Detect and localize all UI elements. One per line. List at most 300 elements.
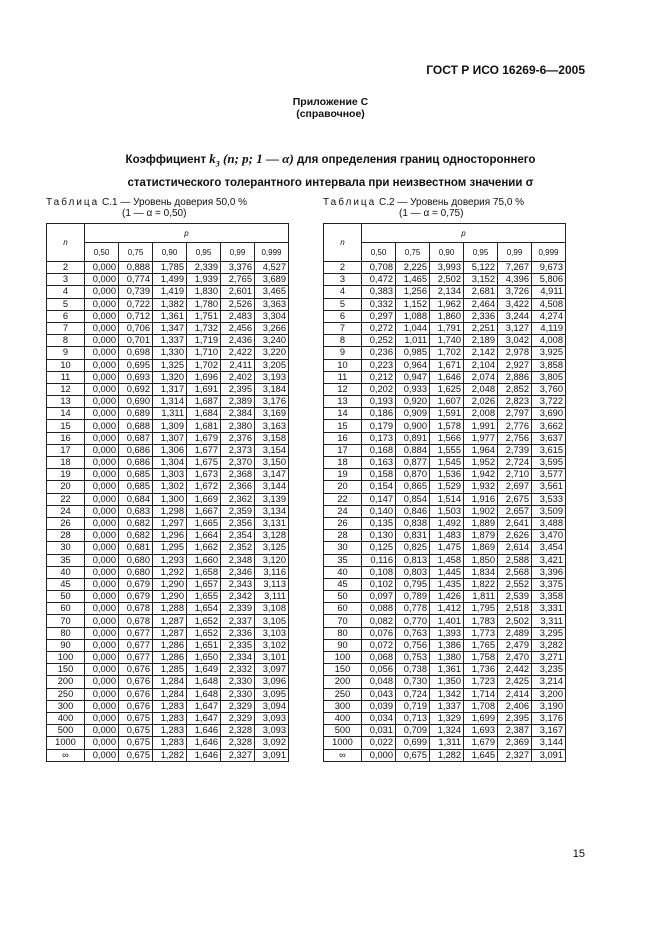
k3-value-cell: 1,850	[464, 554, 498, 566]
k3-value-cell: 0,163	[362, 457, 396, 469]
table-row	[47, 737, 289, 749]
p-value-header: 0,99	[221, 243, 255, 262]
k3-value-cell: 1,545	[430, 457, 464, 469]
k3-value-cell: 2,352	[221, 542, 255, 554]
k3-value-cell: 1,710	[187, 347, 221, 359]
title-line-1: Коэффициент $k_3$ (n; p; 1 — α) для определения границ одностороннего	[125, 151, 536, 169]
n-cell: 8	[324, 335, 362, 347]
k3-value-cell: 0,130	[362, 530, 396, 542]
k3-value-cell: 0,000	[85, 530, 119, 542]
k3-value-cell: 1,952	[464, 457, 498, 469]
k3-value-cell: 2,756	[498, 432, 532, 444]
table-row	[47, 298, 289, 310]
k3-value-cell: 1,286	[153, 652, 187, 664]
p-value-header: 0,75	[396, 243, 430, 262]
k3-value-cell: 1,645	[464, 749, 498, 761]
p-value-header: 0,99	[498, 243, 532, 262]
k3-value-cell: 1,361	[430, 664, 464, 676]
k3-value-cell: 0,964	[396, 359, 430, 371]
k3-value-cell: 2,380	[221, 420, 255, 432]
k3-value-cell: 1,382	[153, 298, 187, 310]
k3-value-cell: 0,000	[85, 725, 119, 737]
k3-value-cell: 3,094	[255, 700, 289, 712]
k3-value-cell: 1,702	[430, 347, 464, 359]
k3-value-cell: 1,719	[187, 335, 221, 347]
k3-value-cell: 2,348	[221, 554, 255, 566]
k3-value-cell: 0,685	[119, 481, 153, 493]
k3-value-cell: 0,000	[85, 652, 119, 664]
k3-value-cell: 0,000	[85, 432, 119, 444]
table-row	[324, 262, 566, 274]
k3-value-cell: 2,026	[464, 396, 498, 408]
k3-value-cell: 2,342	[221, 591, 255, 603]
k3-value-cell: 3,690	[532, 408, 566, 420]
k3-value-cell: 0,076	[362, 627, 396, 639]
table-row	[324, 700, 566, 712]
k3-value-cell: 3,722	[532, 396, 566, 408]
k3-value-cell: 0,022	[362, 737, 396, 749]
k3-value-cell: 2,464	[464, 298, 498, 310]
table-row	[47, 481, 289, 493]
table-row	[47, 615, 289, 627]
k3-value-cell: 2,395	[498, 712, 532, 724]
n-cell: 14	[47, 408, 85, 420]
table-row	[324, 517, 566, 529]
k3-value-cell: 1,811	[464, 591, 498, 603]
n-cell: 3	[324, 274, 362, 286]
table-row	[47, 444, 289, 456]
k3-value-cell: 2,479	[498, 639, 532, 651]
k3-value-cell: 2,376	[221, 432, 255, 444]
k3-value-cell: 0,774	[119, 274, 153, 286]
n-cell: 5	[324, 298, 362, 310]
k3-value-cell: 5,806	[532, 274, 566, 286]
k3-value-cell: 0,000	[85, 481, 119, 493]
k3-value-cell: 2,526	[221, 298, 255, 310]
k3-value-cell: 2,134	[430, 286, 464, 298]
k3-value-cell: 0,000	[85, 639, 119, 651]
k3-value-cell: 3,577	[532, 469, 566, 481]
k3-value-cell: 0,168	[362, 444, 396, 456]
table-row	[324, 615, 566, 627]
table-row	[324, 481, 566, 493]
k3-value-cell: 1,324	[430, 725, 464, 737]
k3-value-cell: 3,103	[255, 627, 289, 639]
n-cell: 17	[47, 444, 85, 456]
table-row	[324, 712, 566, 724]
table-row	[324, 444, 566, 456]
k3-value-cell: 1,677	[187, 444, 221, 456]
k3-value-cell: 0,677	[119, 639, 153, 651]
annex-note: (справочное)	[296, 108, 365, 120]
k3-value-cell: 3,042	[498, 335, 532, 347]
k3-value-cell: 3,304	[255, 310, 289, 322]
k3-value-cell: 3,200	[532, 688, 566, 700]
k3-value-cell: 1,320	[153, 371, 187, 383]
k3-value-cell: 0,675	[119, 725, 153, 737]
k3-value-cell: 0,082	[362, 615, 396, 627]
n-cell: 500	[47, 725, 85, 737]
k3-value-cell: 2,776	[498, 420, 532, 432]
k3-value-cell: 0,677	[119, 652, 153, 664]
k3-value-cell: 1,647	[187, 700, 221, 712]
k3-value-cell: 1,655	[187, 591, 221, 603]
k3-value-cell: 3,421	[532, 554, 566, 566]
k3-value-cell: 2,470	[498, 652, 532, 664]
k3-value-cell: 2,008	[464, 408, 498, 420]
k3-value-cell: 2,373	[221, 444, 255, 456]
k3-value-cell: 0,682	[119, 517, 153, 529]
k3-value-cell: 1,536	[430, 469, 464, 481]
table-row	[47, 530, 289, 542]
n-cell: ∞	[47, 749, 85, 761]
k3-value-cell: 2,339	[221, 603, 255, 615]
k3-value-cell: 1,296	[153, 530, 187, 542]
k3-value-cell: 1,780	[187, 298, 221, 310]
k3-value-cell: 3,422	[498, 298, 532, 310]
k3-value-cell: 0,846	[396, 505, 430, 517]
table-row	[47, 652, 289, 664]
k3-value-cell: 1,791	[430, 322, 464, 334]
k3-value-cell: 4,508	[532, 298, 566, 310]
k3-value-cell: 3,244	[498, 310, 532, 322]
k3-value-cell: 1,283	[153, 700, 187, 712]
k3-value-cell: 2,330	[221, 688, 255, 700]
table-row	[47, 639, 289, 651]
k3-value-cell: 2,356	[221, 517, 255, 529]
table-row	[324, 530, 566, 542]
section-title	[0, 150, 661, 192]
k3-value-cell: 0,000	[85, 749, 119, 761]
k3-value-cell: 1,662	[187, 542, 221, 554]
k3-value-cell: 2,724	[498, 457, 532, 469]
k3-value-cell: 2,336	[221, 627, 255, 639]
k3-value-cell: 1,646	[187, 749, 221, 761]
k3-value-cell: 2,048	[464, 383, 498, 395]
k3-value-cell: 0,000	[85, 603, 119, 615]
p-value-header: 0,50	[85, 243, 119, 262]
k3-value-cell: 1,298	[153, 505, 187, 517]
k3-value-cell: 0,000	[85, 444, 119, 456]
k3-value-cell: 2,369	[498, 737, 532, 749]
k3-value-cell: 0,140	[362, 505, 396, 517]
k3-value-cell: 1,681	[187, 420, 221, 432]
k3-value-cell: 3,637	[532, 432, 566, 444]
k3-value-cell: 1,679	[187, 432, 221, 444]
k3-value-cell: 1,307	[153, 432, 187, 444]
k3-value-cell: 1,732	[187, 322, 221, 334]
k3-value-cell: 0,000	[85, 627, 119, 639]
k3-value-cell: 0,000	[85, 664, 119, 676]
k3-value-cell: 0,332	[362, 298, 396, 310]
k3-value-cell: 3,144	[532, 737, 566, 749]
k3-value-cell: 1,342	[430, 688, 464, 700]
k3-value-cell: 2,329	[221, 700, 255, 712]
n-cell: 300	[47, 700, 85, 712]
n-cell: 4	[324, 286, 362, 298]
k3-value-cell: 0,675	[119, 712, 153, 724]
k3-value-cell: 1,939	[187, 274, 221, 286]
k3-value-cell: 2,489	[498, 627, 532, 639]
table-row	[324, 469, 566, 481]
table-row	[324, 347, 566, 359]
k3-value-cell: 3,184	[255, 383, 289, 395]
k3-value-cell: 2,328	[221, 737, 255, 749]
k3-value-cell: 1,693	[464, 725, 498, 737]
k3-value-cell: 0,675	[396, 749, 430, 761]
k3-value-cell: 0,000	[85, 262, 119, 274]
k3-value-cell: 3,101	[255, 652, 289, 664]
n-cell: 400	[47, 712, 85, 724]
table-row	[324, 322, 566, 334]
n-cell: 6	[47, 310, 85, 322]
k3-value-cell: 1,419	[153, 286, 187, 298]
k3-value-cell: 0,472	[362, 274, 396, 286]
k3-value-cell: 3,176	[532, 712, 566, 724]
p-value-header: 0,90	[153, 243, 187, 262]
k3-value-cell: 1,699	[464, 712, 498, 724]
page-number: 15	[572, 848, 585, 860]
k3-value-cell: 3,093	[255, 725, 289, 737]
k3-value-cell: 1,283	[153, 712, 187, 724]
k3-value-cell: 1,293	[153, 554, 187, 566]
k3-value-cell: 0,680	[119, 554, 153, 566]
k3-value-cell: 3,533	[532, 493, 566, 505]
k3-value-cell: 2,502	[430, 274, 464, 286]
table-row	[324, 396, 566, 408]
k3-value-cell: 1,347	[153, 322, 187, 334]
k3-value-cell: 1,650	[187, 652, 221, 664]
k3-value-cell: 1,311	[153, 408, 187, 420]
k3-value-cell: 1,503	[430, 505, 464, 517]
k3-value-cell: 0,676	[119, 700, 153, 712]
k3-value-cell: 1,652	[187, 627, 221, 639]
k3-value-cell: 0,713	[396, 712, 430, 724]
k3-value-cell: 0,000	[85, 542, 119, 554]
table-row	[47, 493, 289, 505]
k3-value-cell: 2,330	[221, 676, 255, 688]
k3-value-cell: 0,947	[396, 371, 430, 383]
k3-value-cell: 1,664	[187, 530, 221, 542]
k3-value-cell: 0,870	[396, 469, 430, 481]
table-row	[47, 274, 289, 286]
table-row	[324, 688, 566, 700]
k3-value-cell: 1,625	[430, 383, 464, 395]
table-row	[47, 627, 289, 639]
k3-value-cell: 0,000	[85, 274, 119, 286]
table-row	[47, 566, 289, 578]
k3-value-cell: 1,152	[396, 298, 430, 310]
k3-value-cell: 0,088	[362, 603, 396, 615]
k3-value-cell: 2,142	[464, 347, 498, 359]
table-row	[324, 639, 566, 651]
k3-value-cell: 0,933	[396, 383, 430, 395]
k3-value-cell: 1,679	[464, 737, 498, 749]
k3-value-cell: 2,422	[221, 347, 255, 359]
k3-value-cell: 0,000	[85, 396, 119, 408]
table-row	[324, 627, 566, 639]
k3-value-cell: 0,756	[396, 639, 430, 651]
k3-value-cell: 2,189	[464, 335, 498, 347]
k3-value-cell: 4,911	[532, 286, 566, 298]
n-cell: 50	[324, 591, 362, 603]
k3-value-cell: 3,376	[221, 262, 255, 274]
k3-value-cell: 3,488	[532, 517, 566, 529]
n-cell: 18	[47, 457, 85, 469]
k3-value-cell: 2,225	[396, 262, 430, 274]
k3-value-cell: 2,502	[498, 615, 532, 627]
n-cell: 150	[47, 664, 85, 676]
n-cell: 100	[324, 652, 362, 664]
table-row	[324, 371, 566, 383]
n-cell: 7	[324, 322, 362, 334]
k3-value-cell: 0,125	[362, 542, 396, 554]
k3-value-cell: 1,773	[464, 627, 498, 639]
k3-value-cell: 2,697	[498, 481, 532, 493]
k3-value-cell: 1,879	[464, 530, 498, 542]
k3-value-cell: 2,406	[498, 700, 532, 712]
n-cell: 16	[324, 432, 362, 444]
table-row	[47, 262, 289, 274]
k3-value-cell: 1,309	[153, 420, 187, 432]
k3-value-cell: 3,152	[464, 274, 498, 286]
k3-value-cell: 1,380	[430, 652, 464, 664]
k3-value-cell: 1,942	[464, 469, 498, 481]
k3-value-cell: 0,000	[85, 310, 119, 322]
k3-value-cell: 1,445	[430, 566, 464, 578]
n-cell: 14	[324, 408, 362, 420]
k3-value-cell: 3,214	[532, 676, 566, 688]
k3-value-cell: 1,991	[464, 420, 498, 432]
k3-value-cell: 0,698	[119, 347, 153, 359]
table-row	[324, 566, 566, 578]
k3-value-cell: 0,135	[362, 517, 396, 529]
k3-value-cell: 0,000	[85, 359, 119, 371]
k3-value-cell: 3,193	[255, 371, 289, 383]
k3-value-cell: 2,765	[221, 274, 255, 286]
table-row	[324, 505, 566, 517]
k3-value-cell: 1,648	[187, 688, 221, 700]
k3-value-cell: 2,675	[498, 493, 532, 505]
n-cell: 70	[324, 615, 362, 627]
k3-value-cell: 0,687	[119, 432, 153, 444]
k3-value-cell: 0,116	[362, 554, 396, 566]
p-value-header: 0,999	[255, 243, 289, 262]
k3-value-cell: 0,236	[362, 347, 396, 359]
table-row	[324, 420, 566, 432]
k3-value-cell: 2,425	[498, 676, 532, 688]
table-row	[324, 383, 566, 395]
k3-value-cell: 0,985	[396, 347, 430, 359]
k3-value-cell: 2,339	[187, 262, 221, 274]
table-row	[47, 408, 289, 420]
k3-value-cell: 3,282	[532, 639, 566, 651]
k3-value-cell: 1,401	[430, 615, 464, 627]
k3-value-cell: 1,288	[153, 603, 187, 615]
k3-value-cell: 2,354	[221, 530, 255, 542]
n-cell: 30	[324, 542, 362, 554]
standard-designation: ГОСТ Р ИСО 16269-6—2005	[426, 63, 585, 77]
k3-value-cell: 1,830	[187, 286, 221, 298]
k3-value-cell: 0,000	[85, 408, 119, 420]
table-c1	[46, 223, 289, 762]
n-cell: 19	[47, 469, 85, 481]
table-row	[47, 347, 289, 359]
table-row	[324, 493, 566, 505]
k3-value-cell: 1,287	[153, 627, 187, 639]
n-cell: 22	[324, 493, 362, 505]
k3-value-cell: 1,435	[430, 578, 464, 590]
table-row	[324, 286, 566, 298]
k3-value-cell: 0,000	[85, 578, 119, 590]
table-c1-caption: Таблица С.1 — Уровень доверия 50,0 % (1 — α = 0,50)	[46, 197, 248, 219]
k3-value-cell: 2,327	[221, 749, 255, 761]
table-row	[324, 359, 566, 371]
p-value-header: 0,95	[187, 243, 221, 262]
p-value-header: 0,90	[430, 243, 464, 262]
n-cell: 28	[324, 530, 362, 542]
table-row	[47, 383, 289, 395]
table-row	[47, 505, 289, 517]
k3-value-cell: 1,303	[153, 469, 187, 481]
k3-value-cell: 4,396	[498, 274, 532, 286]
table-row	[47, 420, 289, 432]
n-cell: 10	[324, 359, 362, 371]
k3-value-cell: 1,654	[187, 603, 221, 615]
k3-value-cell: 0,383	[362, 286, 396, 298]
k3-value-cell: 3,470	[532, 530, 566, 542]
table-row	[47, 310, 289, 322]
k3-value-cell: 2,927	[498, 359, 532, 371]
k3-value-cell: 0,877	[396, 457, 430, 469]
k3-value-cell: 2,251	[464, 322, 498, 334]
k3-value-cell: 3,363	[255, 298, 289, 310]
k3-value-cell: 0,825	[396, 542, 430, 554]
k3-value-cell: 1,302	[153, 481, 187, 493]
k3-value-cell: 3,993	[430, 262, 464, 274]
n-cell: 200	[47, 676, 85, 688]
table-row	[324, 591, 566, 603]
table-row	[324, 664, 566, 676]
annex-label: Приложение С	[292, 96, 369, 108]
n-cell: 50	[47, 591, 85, 603]
k3-value-cell: 2,414	[498, 688, 532, 700]
k3-value-cell: 1,708	[464, 700, 498, 712]
k3-value-cell: 0,709	[396, 725, 430, 737]
table-row	[47, 371, 289, 383]
table-row	[324, 749, 566, 761]
k3-value-cell: 0,888	[119, 262, 153, 274]
k3-value-cell: 0,000	[85, 322, 119, 334]
k3-value-cell: 3,595	[532, 457, 566, 469]
k3-value-cell: 3,096	[255, 676, 289, 688]
k3-value-cell: 1,304	[153, 457, 187, 469]
k3-value-cell: 3,205	[255, 359, 289, 371]
k3-value-cell: 0,686	[119, 457, 153, 469]
k3-value-cell: 1,578	[430, 420, 464, 432]
k3-value-cell: 4,274	[532, 310, 566, 322]
k3-value-cell: 1,687	[187, 396, 221, 408]
k3-value-cell: 1,458	[430, 554, 464, 566]
n-cell: 2	[47, 262, 85, 274]
k3-value-cell: 3,465	[255, 286, 289, 298]
k3-value-cell: 3,091	[255, 749, 289, 761]
k3-value-cell: 0,186	[362, 408, 396, 420]
k3-value-cell: 2,384	[221, 408, 255, 420]
n-cell: 45	[47, 578, 85, 590]
k3-value-cell: 3,266	[255, 322, 289, 334]
table-row	[324, 737, 566, 749]
